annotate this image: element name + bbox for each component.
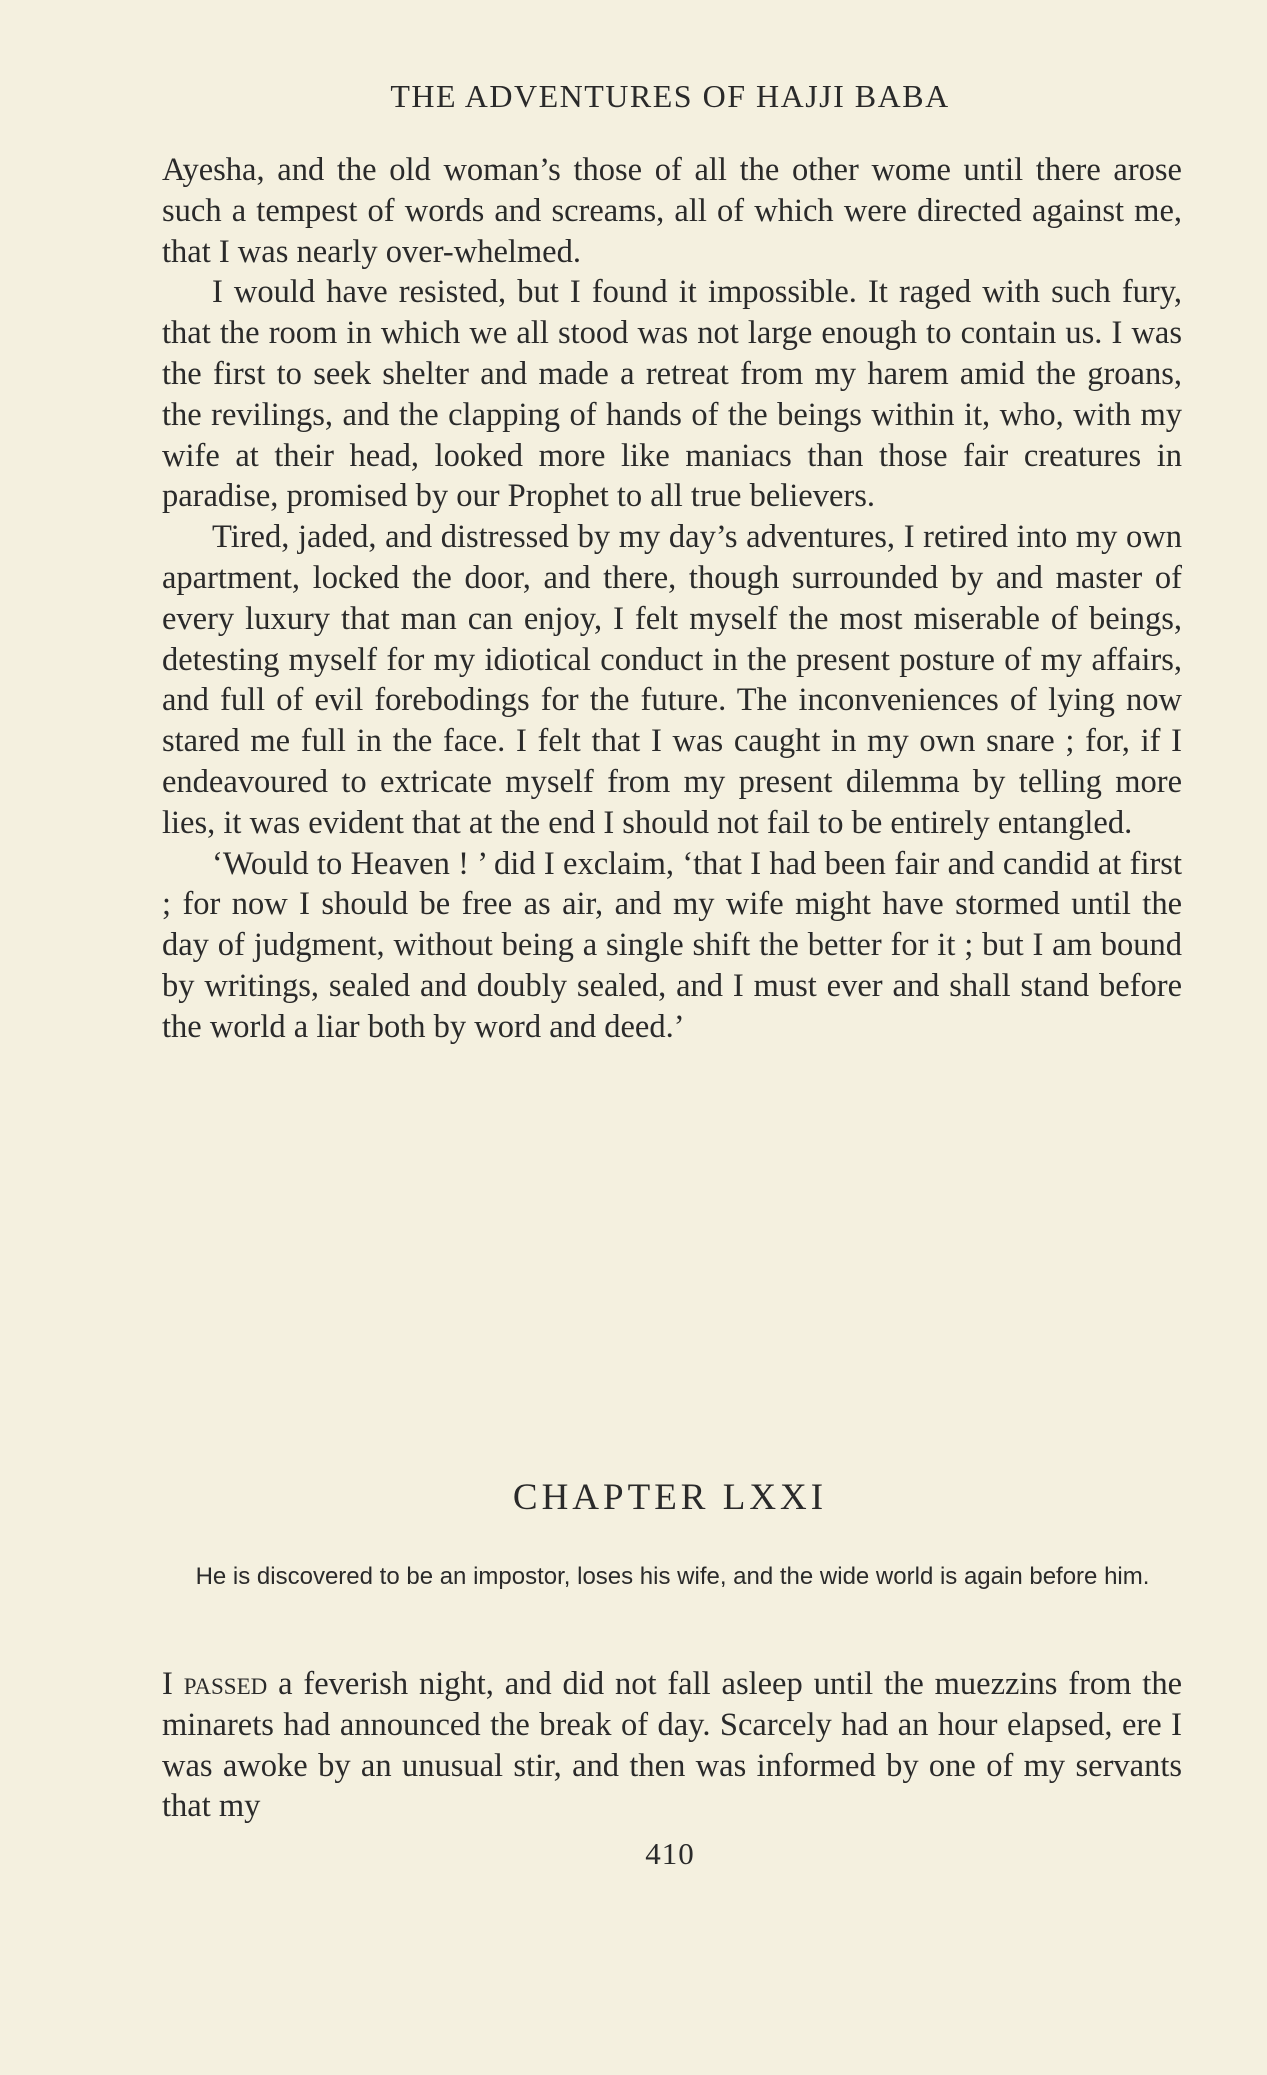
opening-paragraph bbox=[162, 1664, 1182, 1827]
chapter-opening bbox=[162, 1664, 1182, 1827]
paragraph-2: I would have resisted, but I found it impossible. It raged with such fury, that the room in which we all stood was not large enough to contain us. I was the first to seek shelter and made a retreat from my harem amid the groans, the revilings, and the clapping of hands of the beings within it, who, with my wife at their head, looked more like maniacs than those fair creatures in paradise, promised by our Prophet to all true believers. bbox=[162, 274, 1182, 515]
chapter-title: CHAPTER LXXI bbox=[512, 1477, 828, 1518]
opening-small-caps: I passed bbox=[162, 1666, 268, 1702]
paragraph-1: Ayesha, and the old woman’s those of all the other wome until there arose such a tempest of words and screams, all of which were directed against me, that I was nearly over-whelmed. bbox=[162, 152, 1182, 270]
paragraph-4: ‘Would to Heaven ! ’ did I exclaim, ‘that I had been fair and candid at first ; for now I should be free as air, and my wife might have stormed until the day of judgment, without being a single shift the better for it ; but I am bound by writings, sealed and doubly sealed, and I must ever and shall stand before the world a liar both by word and deed.’ bbox=[162, 845, 1182, 1045]
text-block-before-chapter bbox=[162, 150, 1182, 1048]
paragraph-3: Tired, jaded, and distressed by my day’s adventures, I retired into my own apartment, locked the door, and there, though surrounded by and master of every luxury that man can enjoy, I felt myself the most miserable of beings, detesting myself for my idiotical conduct in the present posture of my affairs, and full of evil forebodings for the future. The inconveniences of lying now stared me full in the face. I felt that I was caught in my own snare ; for, if I endeavoured to extricate myself from my present dilemma by telling more lies, it was evident that at the end I should not fail to be entirely entangled. bbox=[162, 519, 1182, 841]
page-number: 410 bbox=[645, 1836, 695, 1871]
chapter-summary: He is discovered to be an impostor, loses his wife, and the wide world is again before him. bbox=[195, 1563, 1150, 1590]
running-head: THE ADVENTURES OF HAJJI BABA bbox=[390, 78, 950, 114]
opening-text: a feverish night, and did not fall asleep until the muezzins from the minarets had announced the break of day. Scarcely had an hour elapsed, ere I was awoke by an unusual stir, and then was informed by one of my servants that my bbox=[162, 1666, 1182, 1825]
